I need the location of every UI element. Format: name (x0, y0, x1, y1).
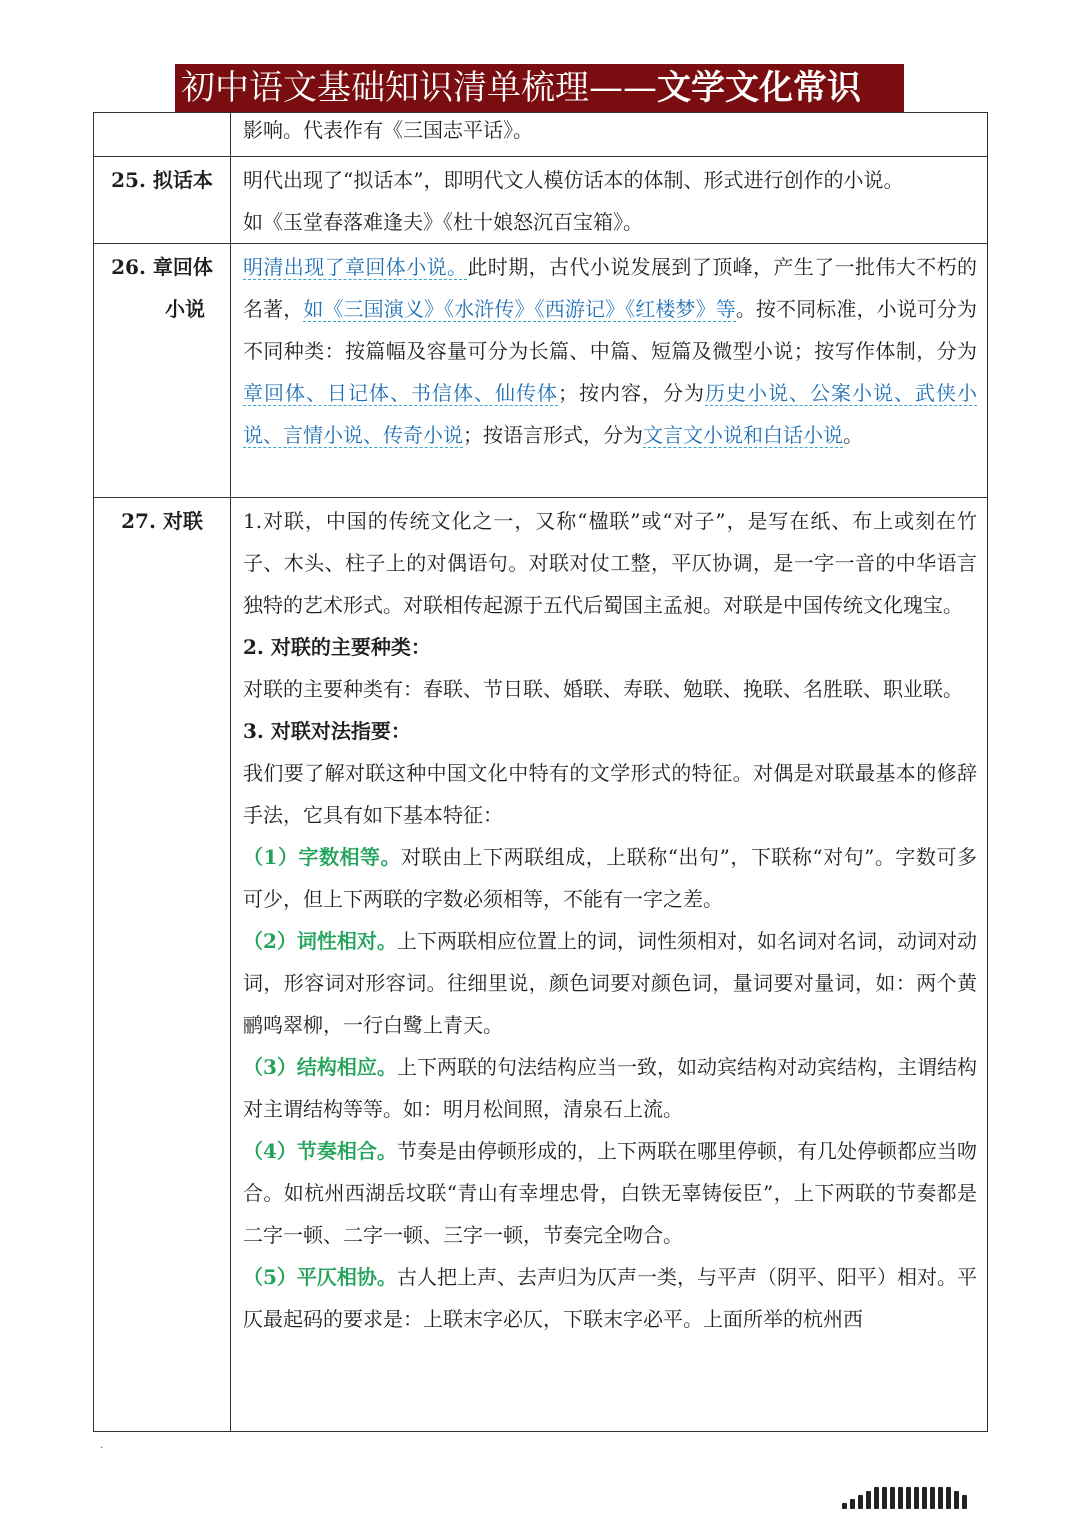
highlight-text: 明清出现了章回体小说。 (243, 255, 468, 279)
feature-label: （5）平仄相协。 (243, 1265, 397, 1289)
term-label-continued: 小说 (165, 297, 205, 321)
feature-item (243, 1130, 977, 1256)
term-label: 25. 拟话本 (111, 168, 213, 192)
feature-item (243, 1046, 977, 1130)
knowledge-table (93, 112, 988, 1432)
feature-item (243, 836, 977, 920)
definition-text (243, 246, 977, 456)
highlight-text: 文言文小说和白话小说 (643, 423, 843, 447)
feature-text: 对联由上下两联组成，上联称“出句”，下联称“对句”。字数可多可少，但上下两联的字数必须相等，不能有一字之差。 (243, 845, 977, 911)
feature-item (243, 1256, 977, 1340)
definition-cell (231, 113, 988, 157)
paragraph: 1.对联，中国的传统文化之一，又称“楹联”或“对子”，是写在纸、布上或刻在竹子、木头、柱子上的对偶语句。对联对仗工整，平仄协调，是一字一音的中华语言独特的艺术形式。对联相传起源于五代后蜀国主孟昶。对联是中国传统文化瑰宝。 (243, 509, 977, 617)
paragraph: 对联的主要种类有：春联、节日联、婚联、寿联、勉联、挽联、名胜联、职业联。 (243, 677, 963, 701)
body-text: ；按内容，分为 (558, 381, 705, 405)
section-heading: 3. 对联对法指要： (243, 719, 411, 743)
page-title-main: 初中语文基础知识清单梳理—— (181, 68, 657, 108)
definition-text: 影响。代表作有《三国志平话》。 (243, 118, 533, 142)
feature-text: 上下两联相应位置上的词，词性须相对，如名词对名词，动词对动词，形容词对形容词。往细里说，颜色词要对颜色词，量词要对量词，如：两个黄鹂鸣翠柳，一行白鹭上青天。 (243, 929, 977, 1037)
definition-text: 明代出现了“拟话本”，即明代文人模仿话本的体制、形式进行创作的小说。 (243, 168, 904, 192)
table-row (94, 498, 988, 1432)
feature-text: 古人把上声、去声归为仄声一类，与平声（阴平、阳平）相对。平仄最起码的要求是：上联末字必仄，下联末字必平。上面所举的杭州西 (243, 1265, 977, 1331)
feature-label: （4）节奏相合。 (243, 1139, 397, 1163)
feature-label: （1）字数相等。 (243, 845, 402, 869)
definition-text: 如《玉堂春落难逢夫》《杜十娘怒沉百宝箱》。 (243, 210, 643, 234)
paragraph: 我们要了解对联这种中国文化中特有的文学形式的特征。对偶是对联最基本的修辞手法，它具有如下基本特征： (243, 761, 977, 827)
definition-cell (231, 244, 988, 498)
section-heading: 2. 对联的主要种类： (243, 635, 431, 659)
term-label: 27. 对联 (121, 509, 203, 533)
body-text: ；按语言形式，分为 (463, 423, 643, 447)
table-row (94, 157, 988, 244)
term-cell-empty (94, 113, 231, 157)
highlight-text: 如《三国演义》《水浒传》《西游记》《红楼梦》等 (303, 297, 736, 321)
table-row (94, 244, 988, 498)
page-title-emphasis: 文学文化常识 (657, 68, 861, 108)
page-title-banner (175, 64, 904, 112)
table-row (94, 113, 988, 157)
body-text: 此时期，古代小说发展到了顶峰，产生了一批伟大不朽的名著， (243, 255, 978, 321)
term-label: 26. 章回体 (111, 255, 213, 279)
feature-label: （3）结构相应。 (243, 1055, 397, 1079)
feature-text: 上下两联的句法结构应当一致，如动宾结构对动宾结构，主谓结构对主谓结构等等。如：明月松间照，清泉石上流。 (243, 1055, 977, 1121)
highlight-text: 历史小说、公案小说、武侠小说、言情小说、传奇小说 (243, 381, 977, 447)
feature-item (243, 920, 977, 1046)
signal-bars-icon (842, 1487, 1057, 1509)
definition-cell (231, 157, 988, 244)
body-text: 。 (843, 423, 863, 447)
body-text: 。按不同标准，小说可分为不同种类：按篇幅及容量可分为长篇、中篇、短篇及微型小说；按写作体制，分为 (243, 297, 978, 363)
term-cell (94, 244, 231, 498)
highlight-text: 章回体、日记体、书信体、仙传体 (243, 381, 558, 405)
definition-cell (231, 498, 988, 1432)
term-cell (94, 498, 231, 1432)
feature-label: （2）词性相对。 (243, 929, 397, 953)
term-cell (94, 157, 231, 244)
page-dot: . (100, 1440, 104, 1451)
feature-text: 节奏是由停顿形成的，上下两联在哪里停顿，有几处停顿都应当吻合。如杭州西湖岳坟联“青山有幸埋忠骨，白铁无辜铸佞臣”，上下两联的节奏都是二字一顿、二字一顿、三字一顿，节奏完全吻合。 (243, 1139, 977, 1247)
